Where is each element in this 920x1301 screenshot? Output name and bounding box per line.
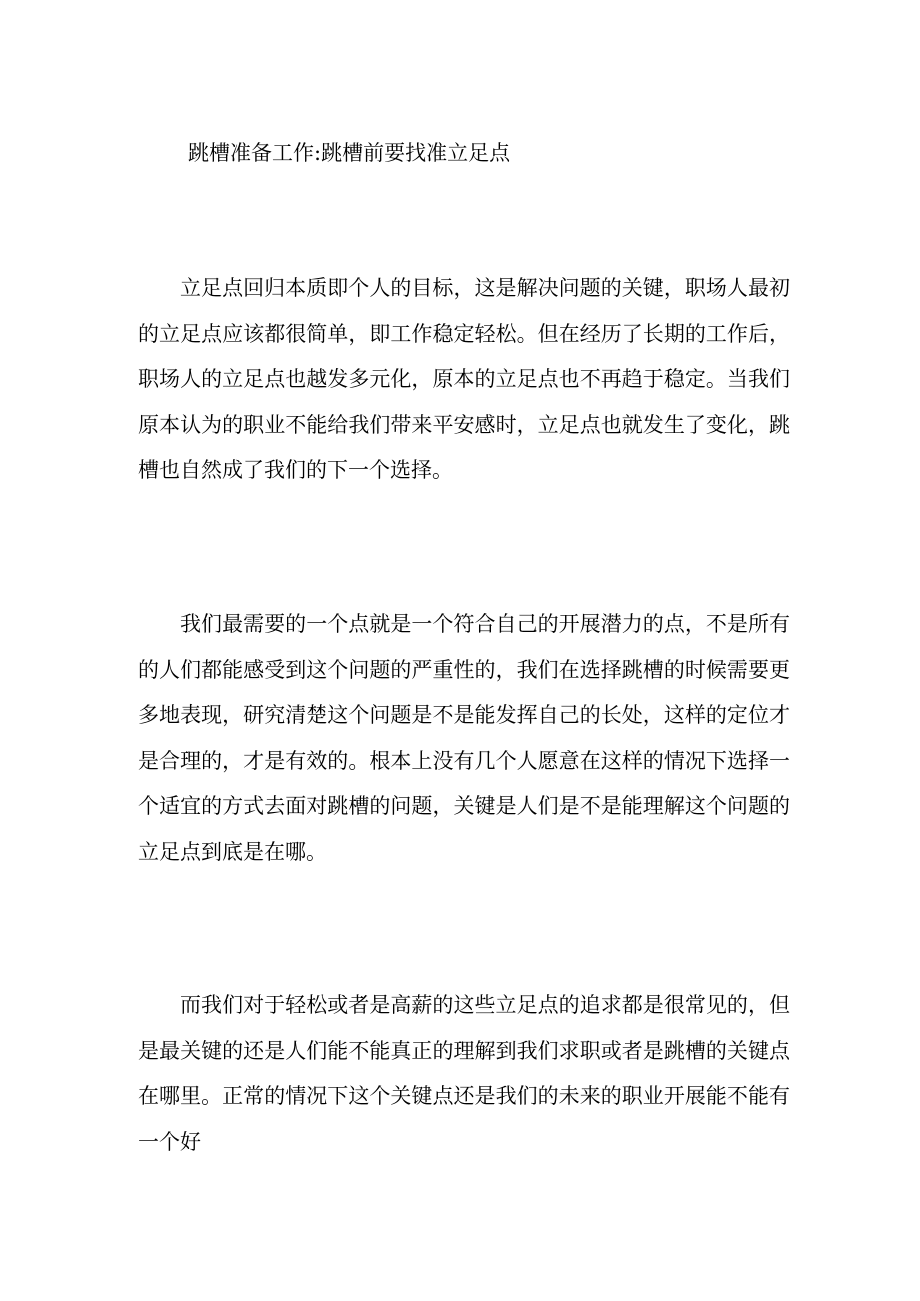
paragraph-1: 立足点回归本质即个人的目标，这是解决问题的关键，职场人最初的立足点应该都很简单，即工作稳定轻松。但在经历了长期的工作后，职场人的立足点也越发多元化，原本的立足点也不再趋于稳定。当我们原本认为的职业不能给我们带来平安感时，立足点也就发生了变化，跳槽也自然成了我们的下一个选择。 xyxy=(138,276,790,482)
paragraph-2: 我们最需要的一个点就是一个符合自己的开展潜力的点，不是所有的人们都能感受到这个问题的严重性的，我们在选择跳槽的时候需要更多地表现，研究清楚这个问题是不是能发挥自己的长处，这样的定位才是合理的，才是有效的。根本上没有几个人愿意在这样的情况下选择一个适宜的方式去面对跳槽的问题，关键是人们是不是能理解这个问题的立足点到底是在哪。 xyxy=(138,612,790,864)
document-title: 跳槽准备工作:跳槽前要找准立足点 xyxy=(188,141,511,165)
paragraph-3: 而我们对于轻松或者是高薪的这些立足点的追求都是很常见的，但是最关键的还是人们能不能真正的理解到我们求职或者是跳槽的关键点在哪里。正常的情况下这个关键点还是我们的未来的职业开展能不能有一个好 xyxy=(138,993,790,1154)
